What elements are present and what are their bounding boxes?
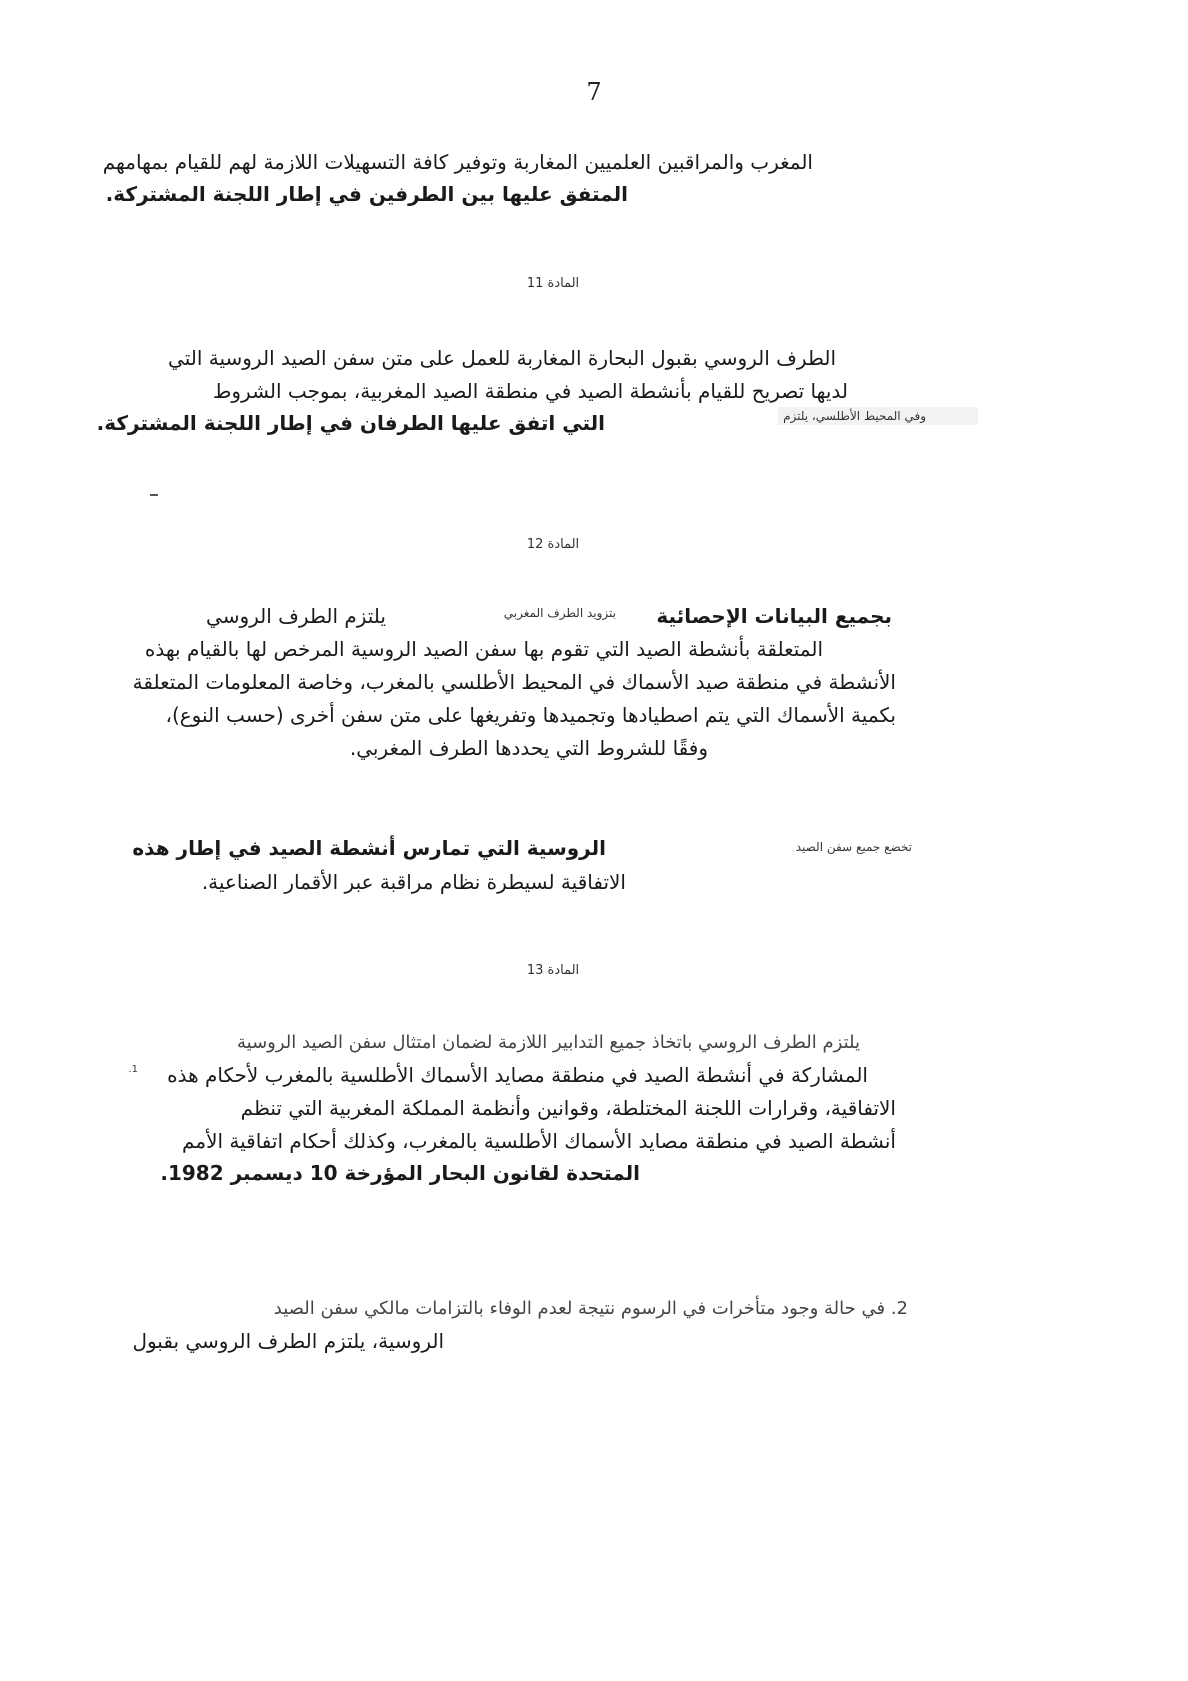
article-12-line-4: وفقًا للشروط التي يحددها الطرف المغربي. xyxy=(349,736,708,760)
article-13-heading: المادة 13 xyxy=(526,963,580,978)
intro-line-2: المتفق عليها بين الطرفين في إطار اللجنة المشتركة. xyxy=(105,182,628,206)
scan-mark xyxy=(150,494,158,496)
article-12-fragment-left: بجميع البيانات الإحصائية xyxy=(656,604,892,628)
article-12-para2-fragment: تخضع جميع سفن الصيد xyxy=(795,840,912,854)
article-13-line-4: أنشطة الصيد في منطقة مصايد الأسماك الأطلسية بالمغرب، وكذلك أحكام اتفاقية الأمم xyxy=(182,1129,896,1153)
article-13-marker: 1. xyxy=(128,1064,138,1075)
article-11-line-3: التي اتفق عليها الطرفان في إطار اللجنة المشتركة. xyxy=(96,411,605,435)
article-11-line-1: الطرف الروسي بقبول البحارة المغاربة للعمل على متن سفن الصيد الروسية التي xyxy=(168,346,836,370)
page-number: 7 xyxy=(586,78,602,106)
article-12-fragment-mid: بتزويد الطرف المغربي xyxy=(503,606,616,620)
intro-line-1: المغرب والمراقبين العلميين المغاربة وتوفير كافة التسهيلات اللازمة لهم للقيام بمهامهم xyxy=(102,150,813,174)
article-11-line-2: لديها تصريح للقيام بأنشطة الصيد في منطقة الصيد المغربية، بموجب الشروط xyxy=(212,379,848,403)
article-12-heading: المادة 12 xyxy=(526,537,580,552)
article-13-para2-line-1: 2. في حالة وجود متأخرات في الرسوم نتيجة لعدم الوفاء بالتزامات مالكي سفن الصيد xyxy=(273,1298,908,1319)
article-11-heading: المادة 11 xyxy=(526,276,580,291)
article-13-line-3: الاتفاقية، وقرارات اللجنة المختلطة، وقوانين وأنظمة المملكة المغربية التي تنظم xyxy=(240,1096,896,1120)
article-13-para2-line-2: الروسية، يلتزم الطرف الروسي بقبول xyxy=(132,1329,444,1353)
article-12-line-3: بكمية الأسماك التي يتم اصطيادها وتجميدها وتفريغها على متن سفن أخرى (حسب النوع)، xyxy=(165,703,896,727)
article-12-line-1: المتعلقة بأنشطة الصيد التي تقوم بها سفن الصيد الروسية المرخص لها بالقيام بهذه xyxy=(144,637,823,661)
article-13-line-1: يلتزم الطرف الروسي باتخاذ جميع التدابير اللازمة لضمان امتثال سفن الصيد الروسية xyxy=(237,1032,860,1053)
article-12-fragment-right: يلتزم الطرف الروسي xyxy=(206,604,386,628)
article-12-para2-line-1: الروسية التي تمارس أنشطة الصيد في إطار هذه xyxy=(132,836,606,860)
article-12-line-2: الأنشطة في منطقة صيد الأسماك في المحيط الأطلسي بالمغرب، وخاصة المعلومات المتعلقة xyxy=(132,670,896,694)
article-13-line-5: المتحدة لقانون البحار المؤرخة 10 ديسمبر 1982. xyxy=(160,1161,640,1185)
article-13-line-2: المشاركة في أنشطة الصيد في منطقة مصايد الأسماك الأطلسية بالمغرب لأحكام هذه xyxy=(167,1063,868,1087)
article-11-fragment: وفي المحيط الأطلسي، يلتزم xyxy=(783,409,926,423)
article-12-para2-line-2: الاتفاقية لسيطرة نظام مراقبة عبر الأقمار الصناعية. xyxy=(201,870,626,894)
